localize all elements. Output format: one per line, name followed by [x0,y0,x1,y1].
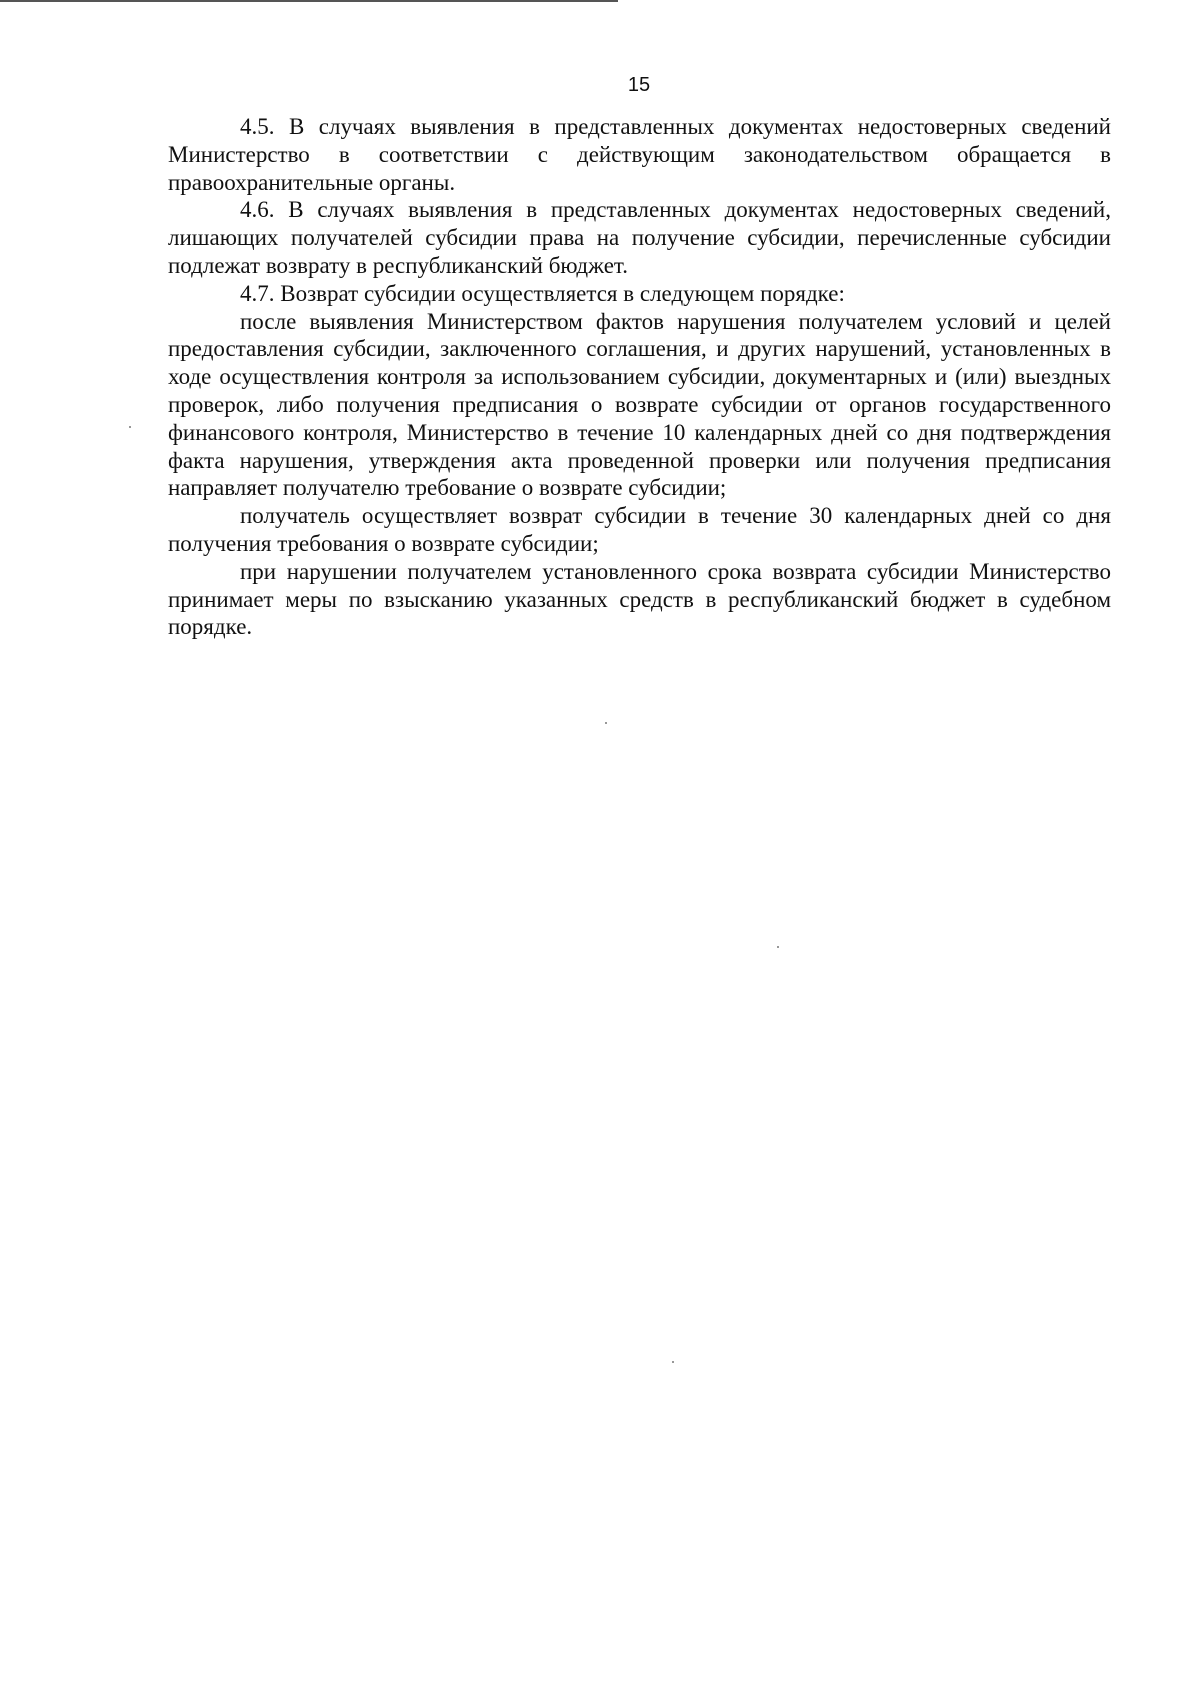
paragraph-4-7: 4.7. Возврат субсидии осуществляется в следующем порядке: [240,280,845,306]
scan-speck [777,946,779,948]
scan-speck [605,722,607,724]
paragraph-4-7-step-3: при нарушении получателем установленного срока возврата субсидии Министерство принимает меры по взысканию указанных средств в республиканский бюджет в судебном порядке. [168,558,1111,640]
paragraph-4-5: 4.5. В случаях выявления в представленных документах недостоверных сведений Министерство в соответствии с действующим законодательством обращается в правоохранительные органы. [168,114,1111,195]
paragraph-4-7-step-1: после выявления Министерством фактов нарушения получателем условий и целей предоставления субсидии, заключенного соглашения, и других нарушений, установленных в ходе осуществления контроля за использованием субсидии, документарных и (или) выездных проверок, либо получения предписания о возврате субсидии от органов государственного финансового контроля, Министерство в течение 10 календарных дней со дня подтверждения факта нарушения, утверждения акта проведенной проверки или получения предписания направляет получателю требование о возврате субсидии; [168,308,1111,501]
paragraph-4-7-step-2: получатель осуществляет возврат субсидии в течение 30 календарных дней со дня получения требования о возврате субсидии; [168,503,1111,556]
paragraph-4-6: 4.6. В случаях выявления в представленных документах недостоверных сведений, лишающих получателей субсидии права на получение субсидии, перечисленные субсидии подлежат возврату в республиканский бюджет. [168,197,1111,278]
scan-speck [672,1361,674,1363]
scan-speck [129,426,131,428]
scan-edge-line [0,0,618,2]
page-number: 15 [627,74,651,96]
document-body [168,113,1111,641]
